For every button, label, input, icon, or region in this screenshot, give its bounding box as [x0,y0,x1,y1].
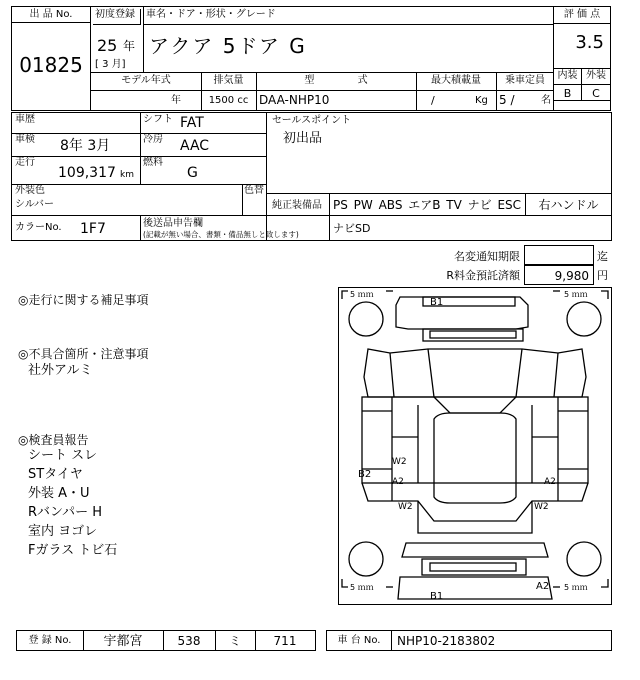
inspector-item: STタイヤ [28,467,83,482]
fender-lines [390,353,558,397]
defects-title: ◎不具合箇所・注意事項 [18,347,149,361]
fuel-label: 燃料 [143,157,163,168]
displacement-label: 排気量 [213,75,244,86]
reg-class: 538 [177,634,201,648]
rear-plate [430,563,516,571]
equip2-div [329,216,330,240]
rear-bumper-mark: B1 [430,591,444,602]
exterior-label: 外装 [582,68,610,84]
color-value: シルバー [15,199,55,210]
reg-kana: ミ [228,634,241,648]
rear-hatch [402,543,548,557]
name-change-unit: 迄 [597,250,608,263]
inspector-item: 外装 A・U [28,486,90,501]
color-no-div [140,216,141,240]
color-label: 外装色 [15,185,45,196]
sales-point-label: セールスポイント [272,115,352,126]
roof [434,413,516,503]
details-box [11,112,267,216]
tire-depth-rr [553,579,608,592]
equipment-box [266,193,612,216]
ac-value: AAC [180,138,210,154]
color-change-label: 色替 [244,185,264,196]
chassis-label: 車 台 No. [337,635,381,646]
grade-value: 3.5 [575,32,604,53]
left-side-mark: B2 [358,469,372,480]
model-name: アクア 5ドア G [149,34,307,58]
type-label: 型 式 [304,75,368,86]
trunk [418,501,532,533]
tire-rear-left [349,542,383,576]
recycle-label: R料金預託済額 [446,269,520,282]
inspection-label: 車検 [15,134,35,145]
inspector-title: ◎検査員報告 [18,433,89,447]
recycle-unit: 円 [597,269,608,282]
hood-lines [428,349,522,397]
tire-rear-right [567,542,601,576]
capacity: 5 / [499,93,515,107]
equip-div1 [329,194,330,215]
details-row3 [12,184,266,185]
rear-bumper-right-mark: A2 [536,581,550,592]
mileage-unit: km [120,170,134,180]
rear-outline [362,483,588,521]
reg-number: 711 [273,634,297,648]
front-bumper-mark: B1 [430,297,444,308]
a2-mark-left: A2 [392,477,404,487]
w2-mark-rear-left: W2 [398,502,413,512]
reg-area: 宇都宮 [103,634,143,649]
details-row1 [12,133,266,134]
load-value: / [431,94,435,107]
tire-depth-fl [342,290,393,299]
shift-value: FAT [180,115,204,131]
reg-label: 登 録 No. [28,635,72,646]
spec-divider [91,90,553,91]
first-reg-label: 初度登録 [93,9,141,25]
body-sides [362,397,588,483]
ac-label: 冷房 [143,134,163,145]
type-value: DAA-NHP10 [259,93,330,107]
tire-depth-rl [342,579,393,592]
year-unit: 年 [123,39,136,53]
lot-number: 01825 [19,53,83,77]
sales-point-value: 初出品 [283,131,323,146]
interior-grade: B [554,84,582,100]
shift-label: シフト [143,114,173,125]
sales-point-box [266,112,612,194]
lot-label: 出 品 No. [12,7,90,23]
equipment2-value: ナビSD [333,222,371,235]
equipment2-box [266,215,612,241]
tire-front-right [567,302,601,336]
capacity-unit: 名 [541,95,551,106]
inspector-item: Rバンパー H [28,505,103,520]
title-divider [143,7,144,73]
svg-text:5 ｍｍ: 5 ｍｍ [564,290,588,299]
svg-text:5 ｍｍ: 5 ｍｍ [350,583,374,592]
chassis-div [391,631,392,650]
mileage-label: 走行 [15,157,35,168]
spec-row [90,72,554,111]
capacity-label: 乗車定員 [505,75,545,86]
name-change-field [524,245,594,265]
color-no-label: カラーNo. [15,222,62,233]
inspector-item: シート スレ [28,448,98,463]
rear-fender-lines [392,483,558,501]
car-damage-diagram [338,287,612,605]
a2-mark-right: A2 [544,477,556,487]
front-plate [430,331,516,338]
model-year-unit: 年 [171,95,181,106]
inspector-item: Fガラス トビ石 [28,543,118,558]
svg-text:5 ｍｍ: 5 ｍｍ [350,290,374,299]
details-mid [140,113,141,185]
fuel-value: G [187,165,198,181]
rear-bumper [398,577,552,599]
grade-label: 評 価 点 [554,7,610,24]
equip-label: 純正装備品 [272,200,322,211]
after-note: (記載が無い場合、書類・備品無しと致します) [143,230,299,239]
model-name-label: 車名・ドア・形状・グレード [143,9,553,25]
load-label: 最大積載量 [431,75,481,86]
chassis-box [326,630,612,651]
color-no-value: 1F7 [80,221,106,237]
front-bumper [396,297,528,329]
details-row2 [12,156,266,157]
name-change-label: 名変通知期限 [454,250,520,263]
inspection-value: 8年 3月 [60,138,111,154]
windshield [434,397,516,413]
svg-text:5 ｍｍ: 5 ｍｍ [564,583,588,592]
equipment-value: PS PW ABS エアB TV ナビ ESC [333,198,522,212]
steering-value: 右ハンドル [538,198,599,212]
window-lines [418,405,532,483]
color-no-box [11,215,299,241]
exterior-grade: C [582,84,610,100]
first-reg-year: 25 [97,36,118,55]
defect-item: 社外アルミ [28,363,93,378]
history-label: 車歴 [15,114,35,125]
rear-plate-area [422,559,526,575]
tire-depth-fr [553,290,608,299]
model-year-label: モデル年式 [121,75,171,86]
title-box [90,6,554,73]
registration-box [16,630,316,651]
recycle-field [524,265,594,285]
grade-box [553,6,611,101]
displacement: 1500 cc [208,95,249,106]
hood-outline [364,349,586,397]
tire-front-left [349,302,383,336]
driving-title: ◎走行に関する補足事項 [18,293,149,307]
lot-box [11,6,91,111]
interior-label: 内装 [554,68,582,84]
door-pillars [392,397,558,483]
spec-row-right [553,100,611,111]
chassis-value: NHP10-2183802 [397,634,496,648]
first-reg-month: [ 3 月] [95,59,126,70]
recycle-value: 9,980 [554,269,589,283]
load-unit: Kg [475,95,488,106]
w2-mark-rear-right: W2 [534,502,549,512]
inspector-item: 室内 ヨゴレ [28,524,98,539]
w2-mark-top: W2 [392,457,407,467]
mileage-value: 109,317 [58,165,116,181]
after-label: 後送品申告欄 [143,218,203,229]
color-change-divider [242,184,243,215]
